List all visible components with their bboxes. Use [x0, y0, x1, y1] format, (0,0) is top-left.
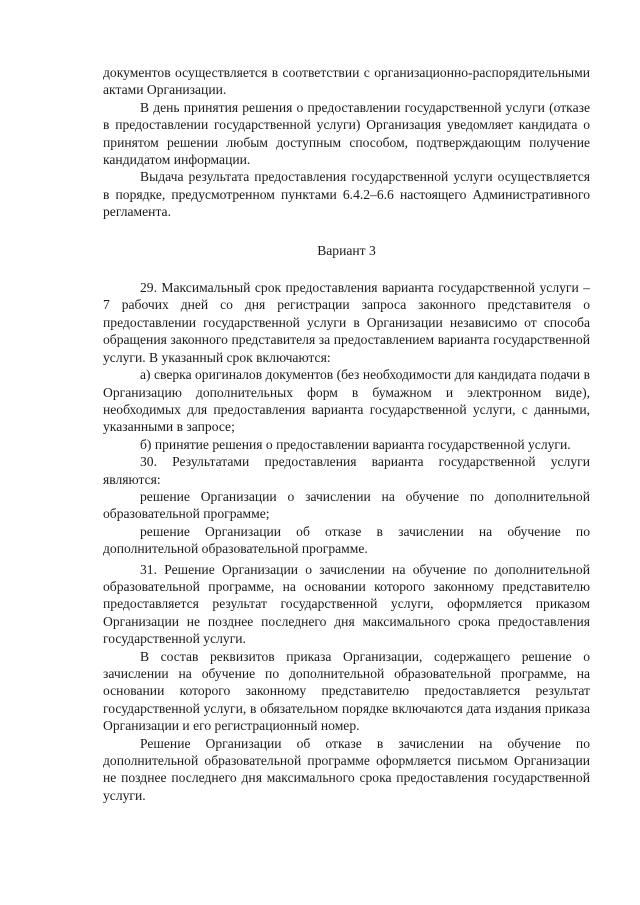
paragraph-continuation: документов осуществляется в соответствии с организационно-распорядительными актами Организации.	[103, 65, 590, 98]
paragraph-29-a: а) сверка оригиналов документов (без необходимости для кандидата подачи в Организацию дополнительных форм в бумажном и электронном виде), необходимых для предоставления варианта государственной услуги, с данными, указанными в запросе;	[103, 367, 590, 435]
paragraph-29: 29. Максимальный срок предоставления варианта государственной услуги – 7 рабочих дней со дня регистрации запроса законного представителя о предоставлении государственной услуги в Организации независимо от способа обращения законного представителя за предоставлением варианта государственной услуги. В указанный срок включаются:	[103, 280, 590, 365]
paragraph-30-result-2: решение Организации об отказе в зачислении на обучение по дополнительной образовательной программе.	[103, 523, 590, 557]
paragraph-issuance: Выдача результата предоставления государственной услуги осуществляется в порядке, предусмотренном пунктами 6.4.2–6.6 настоящего Административного регламента.	[103, 169, 590, 220]
paragraph-30-result-1: решение Организации о зачислении на обучение по дополнительной образовательной программе;	[103, 488, 590, 522]
paragraph-31-requisites: В состав реквизитов приказа Организации, содержащего решение о зачислении на обучение по дополнительной образовательной программе, на основании которого законному представителю предоставляется результат государственной услуги, в обязательном порядке включаются дата издания приказа Организации и его регистрационный номер.	[103, 648, 590, 734]
paragraph-31: 31. Решение Организации о зачислении на обучение по дополнительной образовательной программе, на основании которого законному представителю предоставляется результат государственной услуги, оформляется приказом Организации не позднее последнего дня максимального срока предоставления государственной услуги.	[103, 561, 590, 647]
paragraph-30: 30. Результатами предоставления варианта государственной услуги являются:	[103, 454, 590, 487]
paragraph-notification: В день принятия решения о предоставлении государственной услуги (отказе в предоставлении государственной услуги) Организация уведомляет кандидата о принятом решении любым доступным способом, подтверждающим получение кандидатом информации.	[103, 99, 590, 168]
document-page	[103, 64, 590, 804]
section-heading: Вариант 3	[317, 242, 376, 258]
paragraph-31-refusal: Решение Организации об отказе в зачислении на обучение по дополнительной образовательной программе оформляется письмом Организации не позднее последнего дня максимального срока предоставления государственной услуги.	[103, 735, 590, 803]
paragraph-29-b: б) принятие решения о предоставлении варианта государственной услуги.	[140, 436, 571, 452]
